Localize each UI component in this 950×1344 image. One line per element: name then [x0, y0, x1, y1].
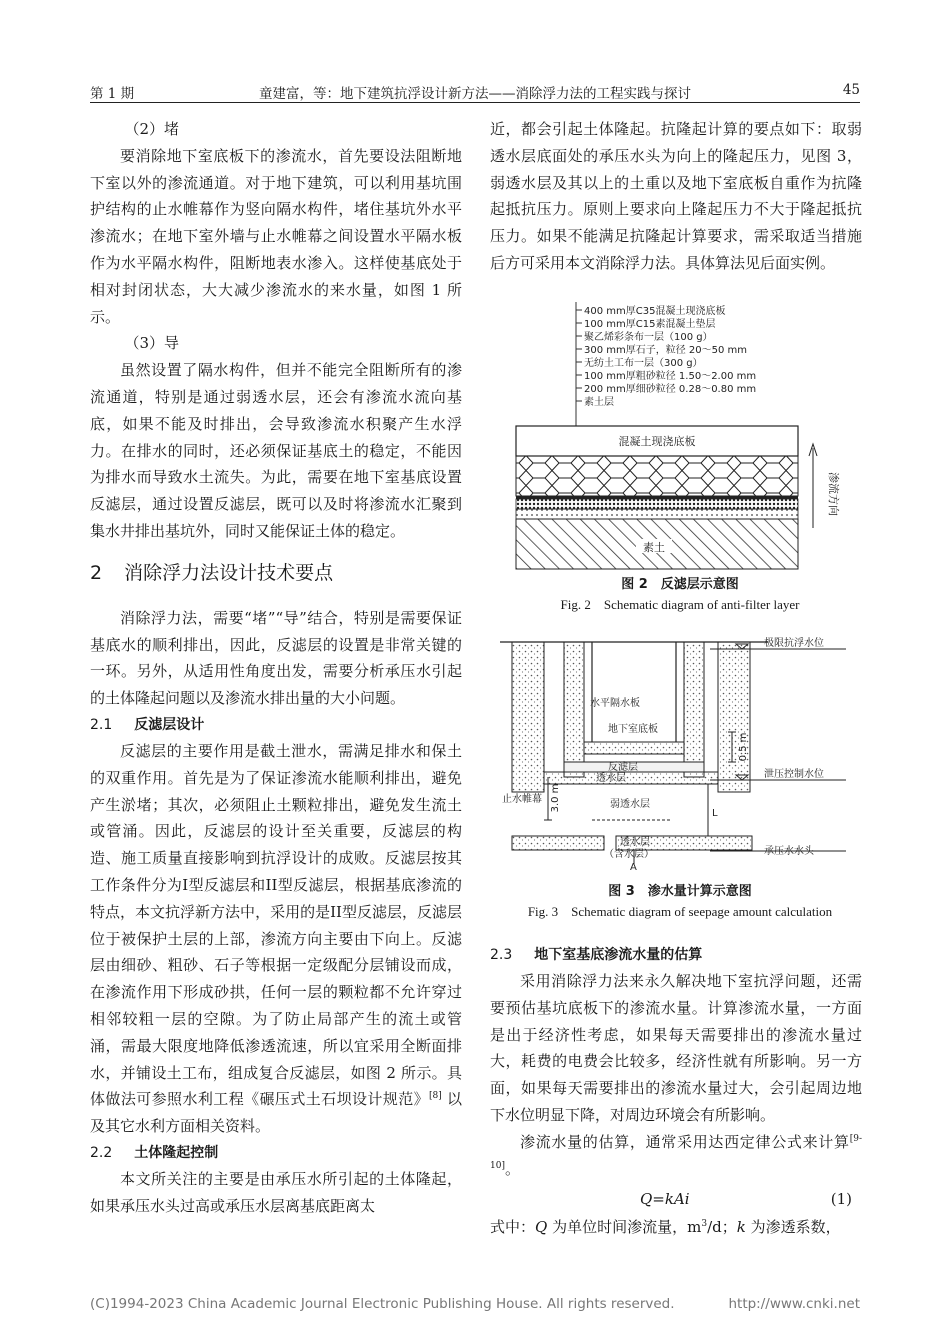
fig2-label-3: 聚乙烯彩条布一层（100 g）: [584, 332, 713, 343]
fig2-label-8: 素土层: [584, 397, 614, 408]
fig3-head: 承压水水头: [764, 846, 814, 857]
where-prefix: 式中：: [490, 1218, 536, 1237]
fig3-dim-a: A: [630, 862, 637, 872]
paragraph-block: 要消除地下室底板下的渗流水，首先要设法阻断地下室以外的渗流通道。对于地下建筑，可以利用基坑围护结构的止水帷幕作为竖向隔水构件，堵住基坑外水平渗流水；在地下室外墙与止水帷幕之间设置水平隔水板作为水平隔水构件，阻断地表水渗入。这样使基底处于相对封闭状态，大大减少渗流水的来水量，如图 1 所示。: [90, 146, 462, 326]
fig3-h-board: 水平隔水板: [590, 698, 640, 709]
fig3-release-level: 泄压控制水位: [764, 769, 824, 780]
equation-1: [490, 1184, 862, 1214]
paragraph-guide: 虽然设置了隔水构件，但并不能完全阻断所有的渗流通道，特别是通过弱透水层，还会有渗流水流向基底，如果不能及时排出，会导致渗流水积聚产生水浮力。在排水的同时，还必须保证基底土的稳定，不能因为排水而导致水土流失。为此，需要在地下室基底设置反滤层，通过设置反滤层，既可以及时将渗流水汇聚到集水井排出基坑外，同时又能保证土体的稳定。: [90, 361, 462, 540]
running-title: 童建富，等：地下建筑抗浮设计新方法——消除浮力法的工程实践与探讨: [259, 86, 691, 102]
paragraph-darcy: [490, 1129, 862, 1183]
fig2-label-1: 400 mm厚C35混凝土现浇底板: [584, 306, 726, 317]
paragraph-section-2-1: [90, 738, 462, 1140]
section-2-2-title: 土体隆起控制: [134, 1144, 219, 1161]
citation-9-10: [9-10]: [490, 1133, 862, 1171]
section-2-title: 消除浮力法设计技术要点: [124, 561, 334, 584]
where-k-desc: 为渗透系数，: [745, 1218, 841, 1237]
right-column-top: [490, 116, 862, 277]
paragraph-section-2-3: 采用消除浮力法来永久解决地下室抗浮问题，还需要预估基坑底板下的渗流水量。计算渗流水量，一方面是出于经济性考虑，如果每天需要排出的渗流水量过大，耗费的电费会比较多，经济性就有所影响。另一方面，如果每天需要排出的渗流水量过大，会引起周边地下水位明显下降，对周边环境会有所影响。: [490, 972, 862, 1124]
svg-text:3.0 m: 3.0 m: [550, 783, 561, 813]
fig3-basement-slab: 地下室底板: [608, 724, 658, 735]
fig3-dim-05: [738, 733, 749, 762]
section-2-3-number: 2.3: [490, 947, 513, 963]
copyright-text: (C)1994-2023 China Academic Journal Electronic Publishing House. All rights reserved.: [90, 1296, 675, 1312]
section-2-2-heading: [90, 1140, 462, 1166]
section-2-1-heading: [90, 712, 462, 738]
paragraph-continued: 近，都会引起土体隆起。抗隆起计算的要点如下：取弱透水层底面处的承压水头为向上的隆起压力，见图 3，弱透水层及其以上的土重以及地下室底板自重作为抗隆起抵抗压力。原则上要求向上隆起压力不大于隆起抵抗压力。如果不能满足抗隆起计算要求，需采取适当措施后方可采用本文消除浮力法。具体算法见后面实例。: [490, 120, 862, 272]
fig2-slab-label: 混凝土现浇底板: [618, 435, 696, 448]
darcy-text-end: 。: [504, 1159, 520, 1178]
section-2-number: 2: [90, 561, 103, 584]
figure-2-caption-en: Fig. 2 Schematic diagram of anti-filter layer: [560, 597, 800, 612]
section-2-1-text: 反滤层的主要作用是截土泄水，需满足排水和保土的双重作用。首先是为了保证渗流水能顺利排出，避免产生淤堵；其次，必须阻止土颗粒排出，避免发生流土或管涌。因此，反滤层的设计至关重要，反滤层的构造、施工质量直接影响到抗浮设计的成败。反滤层按其工作条件分为I型反滤层和II型反滤层，根据基底渗流的特点，本文抗浮新方法中，采用的是II型反滤层，反滤层位于被保护土层的上部，渗流方向主要由下向上。反滤层由细砂、粗砂、石子等根据一定级配分层铺设而成，在渗流作用下形成砂拱，任何一层的颗粒都不允许穿过相邻较粗一层的空隙。为了防止局部产生的流土或管涌，需最大限度地降低渗透流速，所以宜采用全断面排水，并铺设土工布，组成复合反滤层，如图 2 所示。具体做法可参照水利工程《碾压式土石坝设计规范》: [90, 741, 462, 1109]
page-number: 45: [842, 82, 860, 98]
fig3-permeable: 透水层: [596, 773, 626, 784]
fig3-aquifer: （含水层）: [604, 849, 654, 860]
figure-3-drawing: [500, 632, 860, 872]
fig3-dim-30: [550, 784, 561, 813]
issue-number: 第 1 期: [90, 86, 135, 102]
fig3-dim-l: L: [712, 808, 718, 819]
figure-3-caption-en: Fig. 3 Schematic diagram of seepage amount calculation: [527, 904, 833, 919]
svg-text:0.5 m: 0.5 m: [738, 732, 749, 762]
header-rule: [90, 102, 860, 103]
subheading-guide: （3）导: [124, 334, 180, 353]
equation-number: (1): [830, 1190, 852, 1209]
section-2-1-title: 反滤层设计: [134, 716, 205, 733]
figure-2: [500, 298, 860, 618]
fig3-filter: 反滤层: [608, 762, 638, 773]
svg-text:渗流方向: 渗流方向: [827, 472, 840, 516]
fig3-curtain: 止水帷幕: [502, 794, 542, 805]
section-2-1-number: 2.1: [90, 716, 113, 733]
figure-2-drawing: [500, 298, 860, 573]
right-column-bottom: [490, 942, 862, 1241]
equation-body: Q=kAi: [640, 1190, 690, 1209]
subheading-block: （2）堵: [124, 120, 180, 138]
fig3-limit-level: 极限抗浮水位: [764, 638, 824, 649]
unit-superscript: 3: [701, 1219, 708, 1230]
symbol-q: Q: [535, 1218, 548, 1237]
fig3-weak: 弱透水层: [610, 799, 650, 810]
symbol-k: k: [736, 1218, 746, 1237]
fig2-flow-label: [827, 472, 841, 516]
figure-2-caption-zh: 图 2 反滤层示意图: [621, 577, 739, 592]
figure-3: [500, 632, 860, 932]
cnki-url[interactable]: http://www.cnki.net: [728, 1296, 860, 1312]
citation-8: [8]: [429, 1091, 442, 1102]
where-unit-end: /d；: [707, 1218, 737, 1237]
fig3-permeable2: 透水层: [620, 837, 650, 848]
fig2-label-2: 100 mm厚C15素混凝土垫层: [584, 319, 716, 330]
fig2-label-6: 100 mm厚粗砂粒径 1.50～2.00 mm: [584, 371, 757, 382]
section-2-2-number: 2.2: [90, 1144, 113, 1161]
paragraph-section-2-2: 本文所关注的主要是由承压水所引起的土体隆起，如果承压水头过高或承压水层离基底距离太: [90, 1169, 462, 1215]
section-2-heading: [90, 547, 462, 599]
paragraph-where: [490, 1214, 862, 1241]
section-2-1-text-tail: 以及其它水利方面相关资料。: [90, 1090, 462, 1136]
fig2-label-4: 300 mm厚石子，粒径 20～50 mm: [584, 345, 748, 356]
paragraph-section-2: 消除浮力法，需要“堵”“导”结合，特别是需要保证基底水的顺利排出，因此，反滤层的设置是非常关键的一环。另外，从适用性角度出发，需要分析承压水引起的土体隆起问题以及渗流水排出量的大小问题。: [90, 608, 462, 708]
left-column: [90, 116, 462, 1219]
figure-3-caption-zh: 图 3 渗水量计算示意图: [608, 884, 752, 899]
fig2-label-7: 200 mm厚细砂粒径 0.28～0.80 mm: [584, 384, 757, 395]
fig2-soil-label: 素土: [643, 541, 665, 554]
section-2-3-heading: [490, 942, 862, 968]
where-q-desc: 为单位时间渗流量，m: [547, 1218, 702, 1237]
darcy-text: 渗流水量的估算，通常采用达西定律公式来计算: [520, 1132, 850, 1151]
section-2-3-title: 地下室基底渗流水量的估算: [534, 947, 703, 963]
fig2-label-5: 无纺土工布一层（300 g）: [584, 358, 703, 369]
